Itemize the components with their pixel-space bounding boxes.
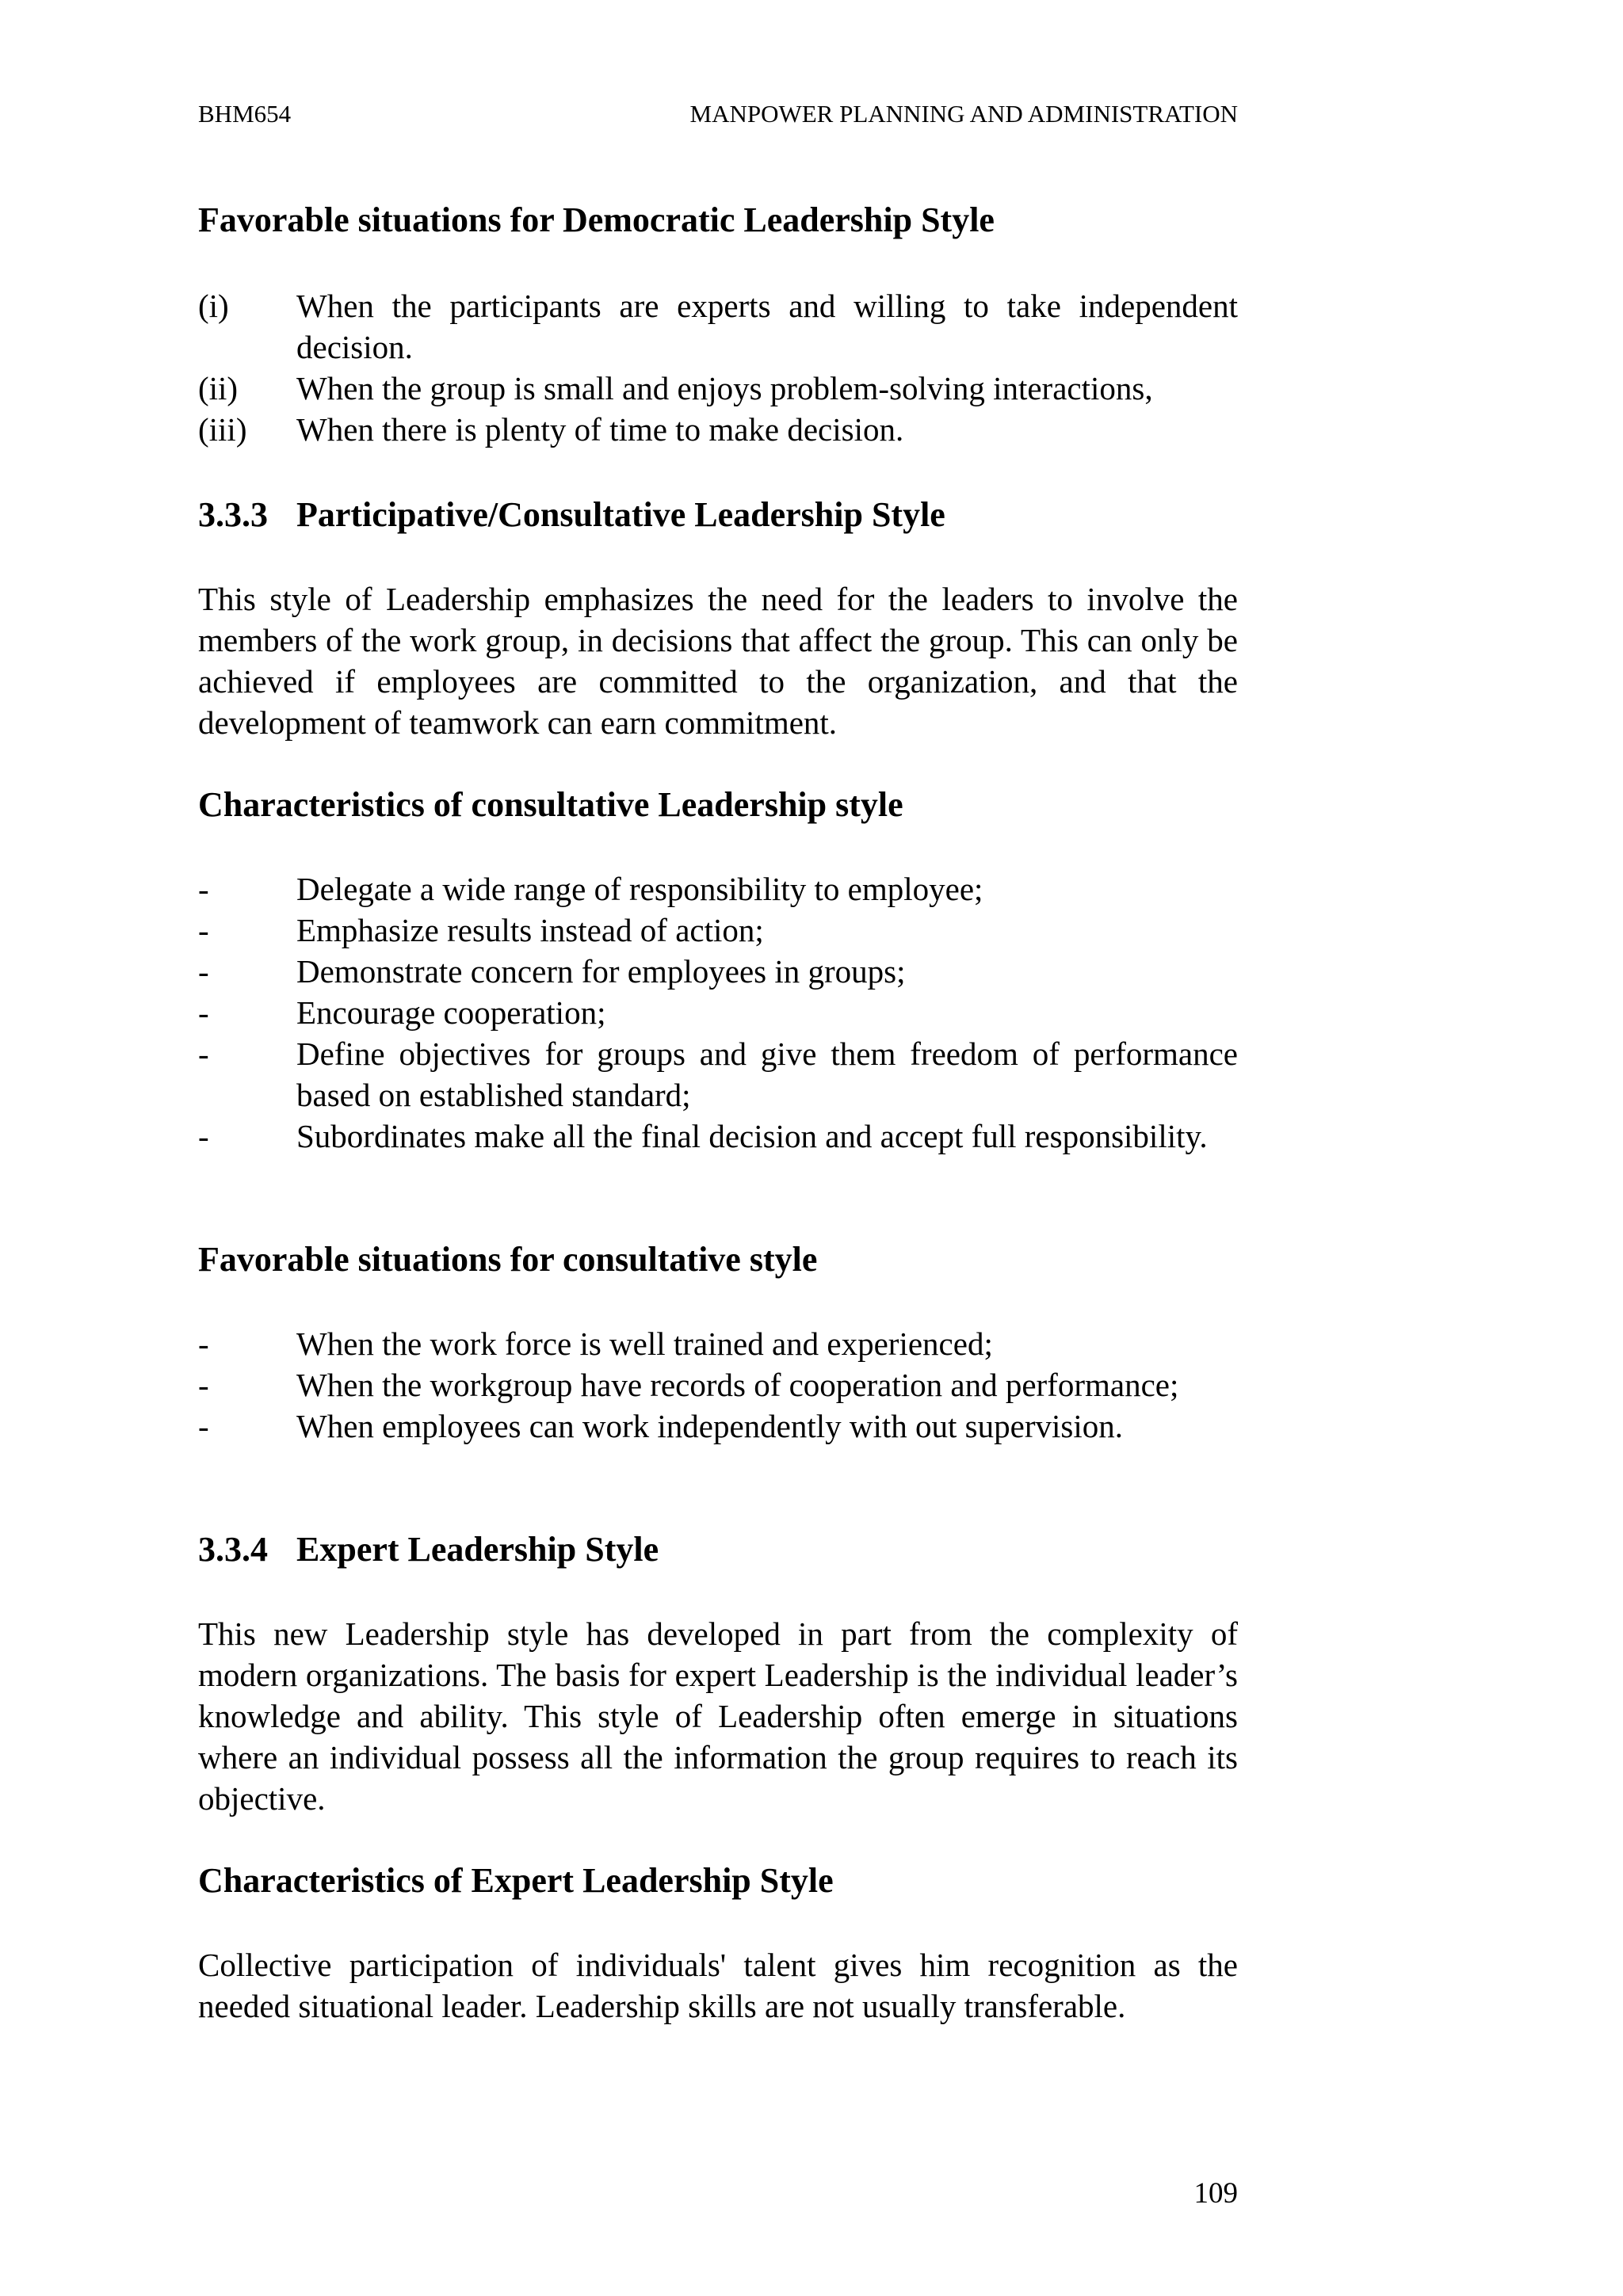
list-marker: (ii) — [198, 370, 239, 406]
list-marker: - — [198, 953, 209, 990]
list-marker: - — [198, 1035, 209, 1072]
section-heading: Characteristics of Expert Leadership Style — [198, 1861, 834, 1900]
list-item-text: Emphasize results instead of action; — [296, 912, 764, 948]
list-item-text: When the work force is well trained and experienced; — [296, 1325, 993, 1362]
participative-paragraph — [198, 578, 1238, 743]
list-item-text: When employees can work independently with out supervision. — [296, 1408, 1123, 1444]
consultative-favorable-list — [198, 1323, 1238, 1447]
list-item-text: When there is plenty of time to make decision. — [296, 411, 904, 448]
participative-section — [198, 494, 1238, 536]
list-item-text: Demonstrate concern for employees in groups; — [296, 953, 906, 990]
list-item-text: When the workgroup have records of cooperation and performance; — [296, 1367, 1179, 1403]
list-item — [198, 1405, 1238, 1447]
list-item — [198, 368, 1238, 409]
list-item — [198, 951, 1238, 992]
section-title: Participative/Consultative Leadership Style — [296, 495, 945, 534]
section-heading: Favorable situations for consultative style — [198, 1240, 818, 1279]
section-heading — [198, 494, 1238, 536]
course-title: MANPOWER PLANNING AND ADMINISTRATION — [689, 100, 1238, 128]
section-heading: Characteristics of consultative Leadership style — [198, 785, 903, 824]
list-marker: - — [198, 912, 209, 948]
section-number: 3.3.4 — [198, 1530, 268, 1569]
body-paragraph: This style of Leadership emphasizes the need for the leaders to involve the members of the work group, in decisions that affect the group. This can only be achieved if employees are committed to the organization, and that the development of teamwork can earn commitment. — [198, 581, 1238, 741]
list-item-text: When the participants are experts and willing to take independent decision. — [296, 288, 1238, 365]
list-marker: - — [198, 1325, 209, 1362]
list-item-text: Define objectives for groups and give them freedom of performance based on established standard; — [296, 1035, 1238, 1113]
section-number: 3.3.3 — [198, 495, 268, 534]
consultative-favorable-section — [198, 1239, 1238, 1280]
expert-characteristics-section — [198, 1860, 1238, 1901]
list-marker: (i) — [198, 288, 229, 324]
list-item — [198, 285, 1238, 368]
page-number: 109 — [1193, 2177, 1238, 2210]
list-item — [198, 1033, 1238, 1116]
consultative-characteristics-section — [198, 784, 1238, 826]
expert-section — [198, 1529, 1238, 1570]
list-item — [198, 868, 1238, 910]
list-item — [198, 1364, 1238, 1405]
expert-characteristics-paragraph — [198, 1944, 1238, 2027]
section-title: Expert Leadership Style — [296, 1530, 659, 1569]
list-item — [198, 1116, 1238, 1157]
section-heading: Favorable situations for Democratic Leadership Style — [198, 200, 995, 239]
list-marker: - — [198, 1408, 209, 1444]
list-marker: - — [198, 1367, 209, 1403]
list-item-text: Subordinates make all the final decision and accept full responsibility. — [296, 1118, 1208, 1154]
list-marker: (iii) — [198, 411, 247, 448]
democratic-favorable-list — [198, 285, 1238, 450]
list-marker: - — [198, 871, 209, 907]
list-item — [198, 910, 1238, 951]
list-marker: - — [198, 1118, 209, 1154]
consultative-characteristics-list — [198, 868, 1238, 1157]
body-paragraph: This new Leadership style has developed in part from the complexity of modern organizations. The basis for expert Leadership is the individual leader’s knowledge and ability. This style of Leadership often emerge in situations where an individual possess all the information the group requires to reach its objective. — [198, 1615, 1238, 1817]
expert-paragraph — [198, 1613, 1238, 1819]
list-item-text: Encourage cooperation; — [296, 994, 606, 1031]
list-item-text: When the group is small and enjoys problem-solving interactions, — [296, 370, 1153, 406]
democratic-favorable-section — [198, 200, 1238, 241]
list-item-text: Delegate a wide range of responsibility to employee; — [296, 871, 983, 907]
list-item — [198, 1323, 1238, 1364]
list-item — [198, 992, 1238, 1033]
document-page — [198, 0, 1238, 2296]
section-heading — [198, 1529, 1238, 1570]
list-marker: - — [198, 994, 209, 1031]
body-paragraph: Collective participation of individuals' talent gives him recognition as the needed situational leader. Leadership skills are not usually transferable. — [198, 1947, 1238, 2024]
list-item — [198, 409, 1238, 450]
course-code: BHM654 — [198, 100, 292, 128]
